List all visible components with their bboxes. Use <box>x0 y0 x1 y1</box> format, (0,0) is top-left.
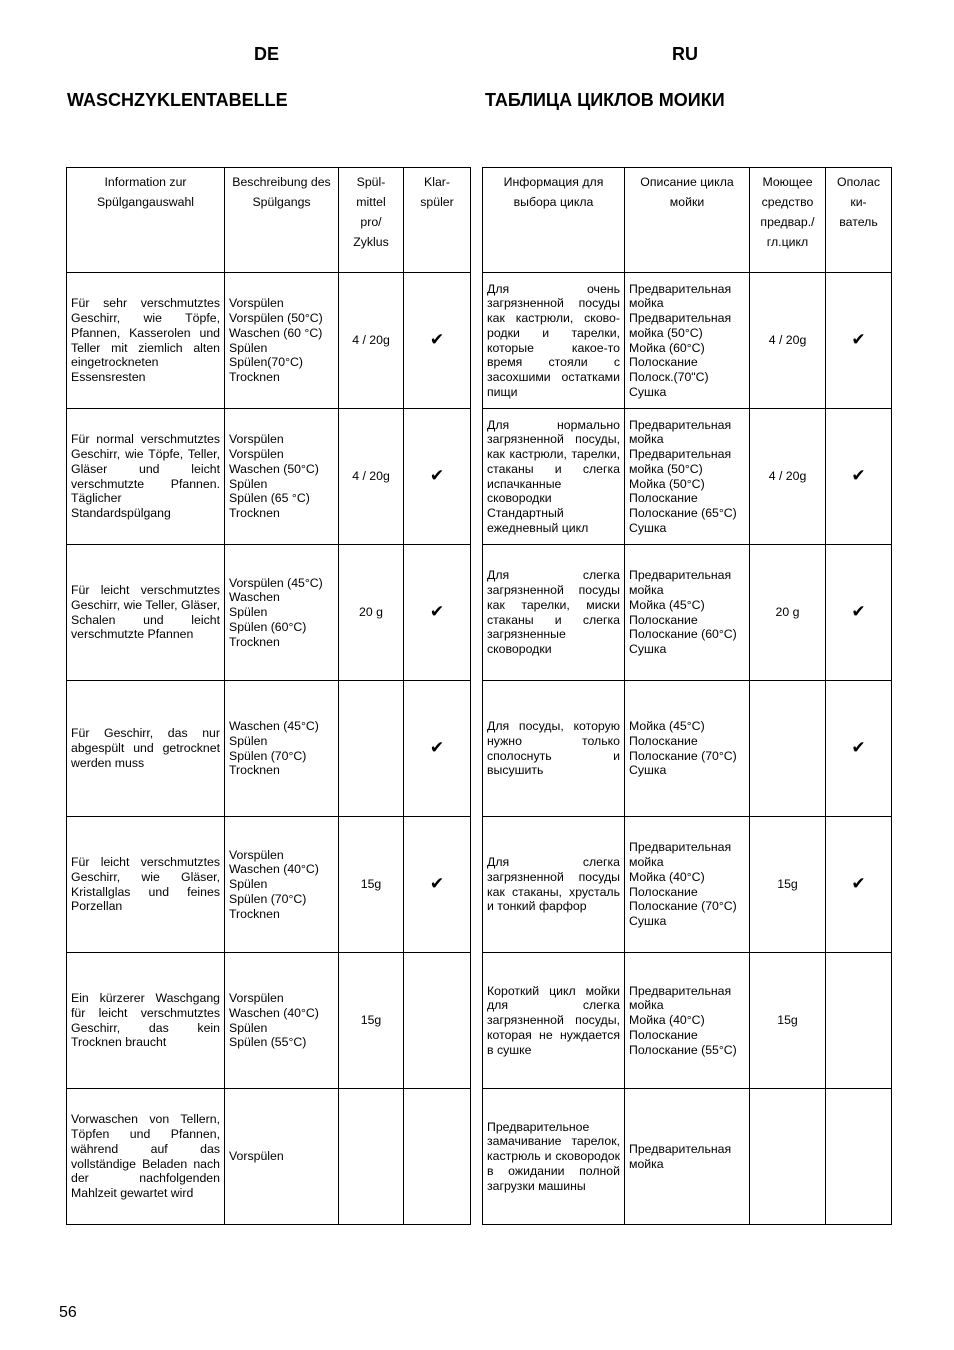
rinse-aid-check-icon: ✔ <box>404 273 471 409</box>
detergent-cell <box>339 1089 404 1225</box>
table-row <box>67 681 471 817</box>
ru-header-info: Информация для выбора цикла <box>483 168 625 273</box>
detergent-cell: 4 / 20g <box>750 409 826 545</box>
info-cell: Для нормально загрязненной посуды, как кастрюли, тарелки, стаканы и слегка испачканные сковородки Стандартный ежедневный цикл <box>483 409 625 545</box>
table-row <box>483 273 892 409</box>
description-cell: Предварительная мойка Предварительная мойка (50°C) Мойка (60°C) Полоскание Полоск.(70"C) Сушка <box>625 273 750 409</box>
info-cell: Для посуды, которую нужно только сполоснуть и высушить <box>483 681 625 817</box>
de-header-detergent: Spül- mittel pro/ Zyklus <box>339 168 404 273</box>
rinse-aid-check-icon <box>404 1089 471 1225</box>
ru-table-title: ТАБЛИЦА ЦИКЛОВ МОИКИ <box>485 90 725 110</box>
table-row <box>483 681 892 817</box>
description-cell: Предварительная мойка Предварительная мойка (50°C) Мойка (50°C) Полоскание Полоскание (65°C) Сушка <box>625 409 750 545</box>
info-cell: Für Geschirr, das nur abgespült und getrocknet werden muss <box>67 681 225 817</box>
rinse-aid-check-icon: ✔ <box>404 545 471 681</box>
description-cell: Предварительная мойка <box>625 1089 750 1225</box>
description-cell: Vorspülen <box>225 1089 339 1225</box>
detergent-cell: 15g <box>339 953 404 1089</box>
table-row <box>67 953 471 1089</box>
de-wash-cycle-table <box>66 167 471 1225</box>
rinse-aid-check-icon <box>404 953 471 1089</box>
rinse-aid-check-icon <box>826 953 892 1089</box>
ru-header-row <box>483 168 892 273</box>
de-header-row <box>67 168 471 273</box>
description-cell: Мойка (45°C) Полоскание Полоскание (70°C) Сушка <box>625 681 750 817</box>
description-cell: Vorspülen (45°C) Waschen Spülen Spülen (60°C) Trocknen <box>225 545 339 681</box>
table-row <box>67 1089 471 1225</box>
description-cell: Waschen (45°C) Spülen Spülen (70°C) Trocknen <box>225 681 339 817</box>
table-row <box>483 1089 892 1225</box>
de-header-rinse-aid: Klar- spüler <box>404 168 471 273</box>
info-cell: Für sehr verschmutztes Geschirr, wie Töpfe, Pfannen, Kasserolen und Teller mit ziemlich alten eingetrockneten Essensresten <box>67 273 225 409</box>
detergent-cell <box>750 681 826 817</box>
rinse-aid-check-icon: ✔ <box>826 273 892 409</box>
detergent-cell: 20 g <box>339 545 404 681</box>
info-cell: Ein kürzerer Waschgang für leicht verschmutztes Geschirr, das kein Trocknen braucht <box>67 953 225 1089</box>
description-cell: Предварительная мойка Мойка (40°C) Полоскание Полоскание (70°C) Сушка <box>625 817 750 953</box>
detergent-cell: 20 g <box>750 545 826 681</box>
info-cell: Для очень загрязненной посуды как кастрюли, сково-родки и тарелки, которые какое-то время стояли с засохшими остатками пищи <box>483 273 625 409</box>
info-cell: Для слегка загрязненной посуды как тарелки, миски стаканы и слегка загрязненные сковородки <box>483 545 625 681</box>
ru-language-label: RU <box>672 44 698 64</box>
table-row <box>483 409 892 545</box>
ru-header-rinse-aid: Ополас ки- ватель <box>826 168 892 273</box>
info-cell: Короткий цикл мойки для слегка загрязненной посуды, которая не нуждается в сушке <box>483 953 625 1089</box>
rinse-aid-check-icon: ✔ <box>404 681 471 817</box>
rinse-aid-check-icon <box>826 1089 892 1225</box>
detergent-cell: 15g <box>750 953 826 1089</box>
table-row <box>67 409 471 545</box>
description-cell: Vorspülen Waschen (40°C) Spülen Spülen (55°C) <box>225 953 339 1089</box>
info-cell: Für leicht verschmutztes Geschirr, wie Teller, Gläser, Schalen und leicht verschmutzte Pfannen <box>67 545 225 681</box>
description-cell: Vorspülen Vorspülen (50°C) Waschen (60 °C) Spülen Spülen(70°C) Trocknen <box>225 273 339 409</box>
detergent-cell: 4 / 20g <box>339 409 404 545</box>
ru-wash-cycle-table <box>482 167 892 1225</box>
table-row <box>483 953 892 1089</box>
table-row <box>483 817 892 953</box>
table-row <box>483 545 892 681</box>
ru-header-description: Описание цикла мойки <box>625 168 750 273</box>
page-number: 56 <box>59 1304 77 1321</box>
info-cell: Для слегка загрязненной посуды как стаканы, хрусталь и тонкий фарфор <box>483 817 625 953</box>
rinse-aid-check-icon: ✔ <box>826 545 892 681</box>
table-row <box>67 545 471 681</box>
rinse-aid-check-icon: ✔ <box>404 817 471 953</box>
description-cell: Предварительная мойка Мойка (40°C) Полоскание Полоскание (55°C) <box>625 953 750 1089</box>
rinse-aid-check-icon: ✔ <box>826 409 892 545</box>
detergent-cell <box>339 681 404 817</box>
rinse-aid-check-icon: ✔ <box>826 817 892 953</box>
detergent-cell: 15g <box>339 817 404 953</box>
info-cell: Für normal verschmutztes Geschirr, wie Töpfe, Teller, Gläser und leicht verschmutzte Pfannen. Täglicher Standardspülgang <box>67 409 225 545</box>
description-cell: Vorspülen Waschen (40°C) Spülen Spülen (70°C) Trocknen <box>225 817 339 953</box>
de-table-title: WASCHZYKLENTABELLE <box>67 90 288 110</box>
description-cell: Vorspülen Vorspülen Waschen (50°C) Spülen Spülen (65 °C) Trocknen <box>225 409 339 545</box>
info-cell: Vorwaschen von Tellern, Töpfen und Pfannen, während auf das vollständige Beladen nach der nachfolgenden Mahlzeit gewartet wird <box>67 1089 225 1225</box>
detergent-cell: 15g <box>750 817 826 953</box>
table-row <box>67 273 471 409</box>
info-cell: Предварительное замачивание тарелок, кастрюль и сковородок в ожидании полной загрузки машины <box>483 1089 625 1225</box>
description-cell: Предварительная мойка Мойка (45°C) Полоскание Полоскание (60°C) Сушка <box>625 545 750 681</box>
de-language-label: DE <box>254 44 280 64</box>
detergent-cell: 4 / 20g <box>339 273 404 409</box>
detergent-cell <box>750 1089 826 1225</box>
rinse-aid-check-icon: ✔ <box>826 681 892 817</box>
ru-header-detergent: Моющее средство предвар./ гл.цикл <box>750 168 826 273</box>
rinse-aid-check-icon: ✔ <box>404 409 471 545</box>
de-header-info: Information zur Spülgangauswahl <box>67 168 225 273</box>
table-row <box>67 817 471 953</box>
detergent-cell: 4 / 20g <box>750 273 826 409</box>
info-cell: Für leicht verschmutztes Geschirr, wie Gläser, Kristallglas und feines Porzellan <box>67 817 225 953</box>
de-header-description: Beschreibung des Spülgangs <box>225 168 339 273</box>
